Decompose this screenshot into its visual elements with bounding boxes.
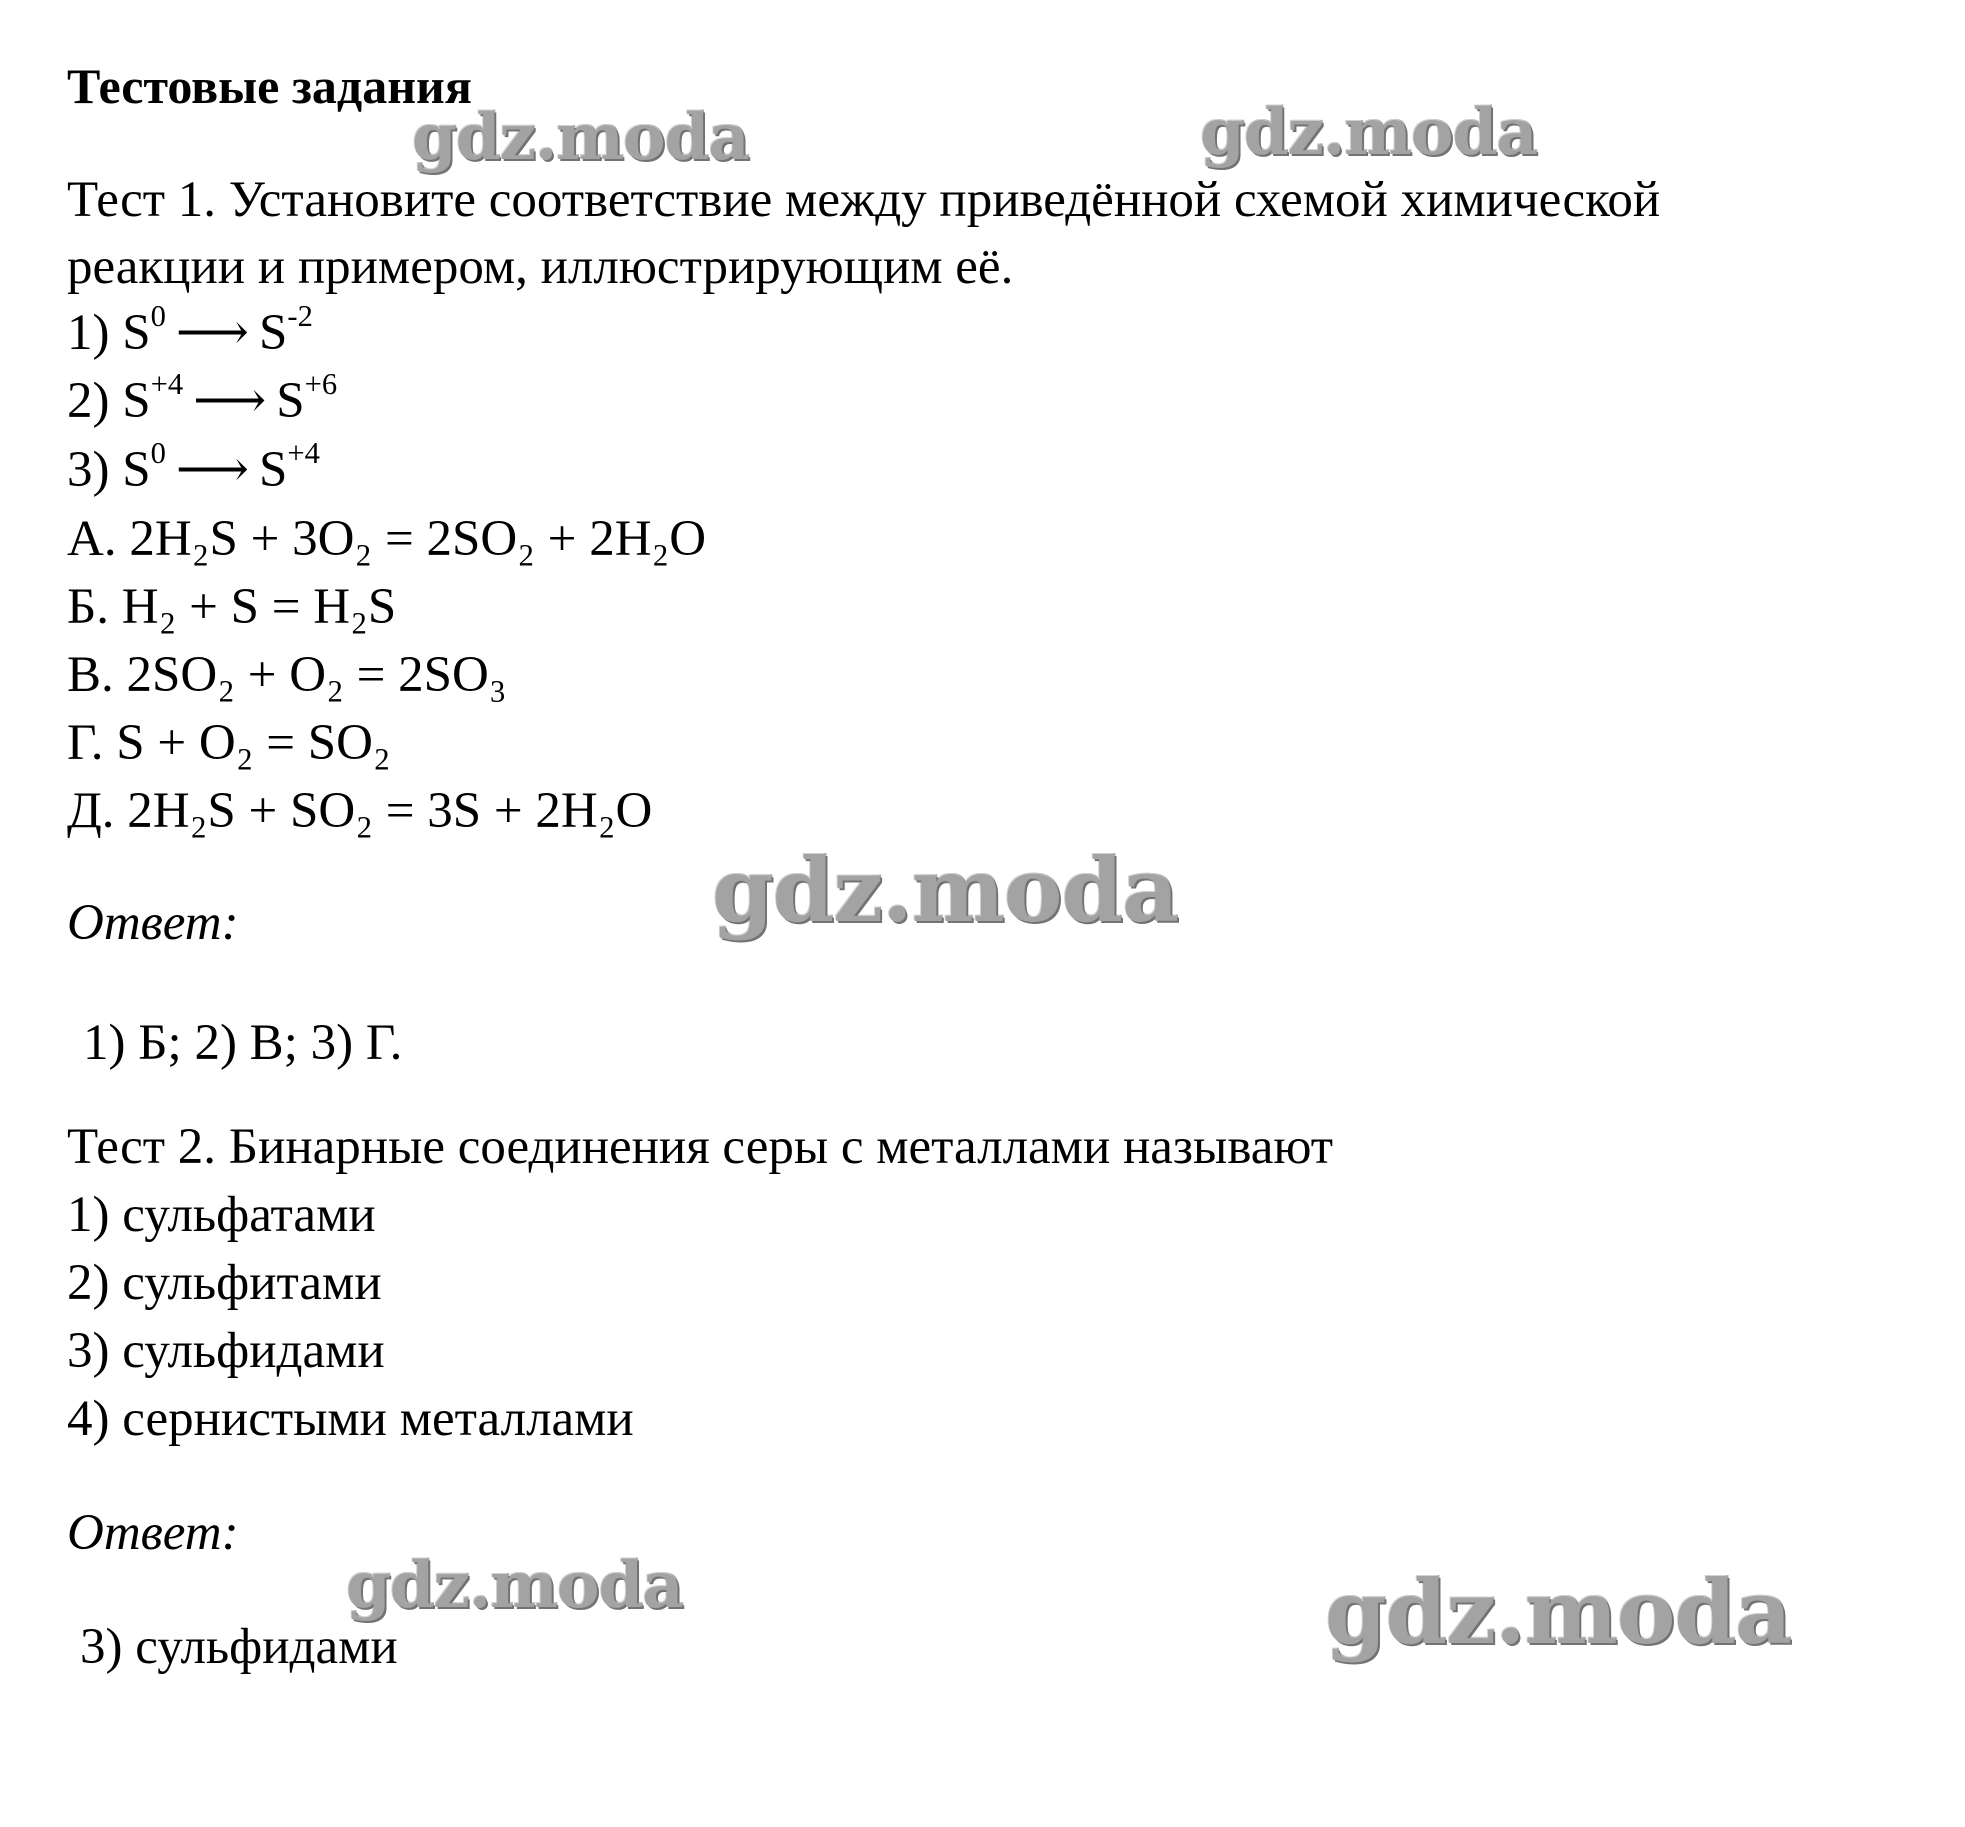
test1-option-a: А. 2H₂S + 3O₂ = 2SO₂ + 2H₂O [67,511,707,567]
section-heading: Тестовые задания [67,58,472,114]
test2-option-3: 3) сульфидами [67,1323,385,1379]
test1-scheme-3: 3) $S^0$ ⟶ $S^{+4}$ [67,436,320,498]
test1-option-g: Г. S + O₂ = SO₂ [67,715,391,771]
test1-answer-label: Ответ: [67,895,239,951]
test2-answer: 3) сульфидами [80,1619,398,1675]
test1-scheme-2: 2) $S^{+4}$ ⟶ $S^{+6}$ [67,367,338,429]
test2-option-2: 2) сульфитами [67,1255,382,1311]
watermark-logo: gdz.moda [346,1548,683,1623]
test1-option-v: В. 2SO₂ + O₂ = 2SO₃ [67,647,507,703]
test2-answer-label: Ответ: [67,1505,239,1561]
test1-answer: 1) Б; 2) В; 3) Г. [83,1015,403,1071]
test2-option-1: 1) сульфатами [67,1187,376,1243]
watermark-logo: gdz.moda [712,838,1179,942]
watermark-logo: gdz.moda [1200,95,1537,170]
test2-option-4: 4) сернистыми металлами [67,1391,634,1447]
watermark-logo: gdz.moda [412,100,749,175]
watermark-logo: gdz.moda [1325,1560,1792,1664]
test1-scheme-1: 1) $S^0$ ⟶ $S^{-2}$ [67,299,313,361]
test1-question-line2: реакции и примером, иллюстрирующим её. [67,239,1014,295]
test1-question-line1: Тест 1. Установите соответствие между приведённой схемой химической [67,172,1661,228]
test2-question: Тест 2. Бинарные соединения серы с металлами называют [67,1119,1334,1175]
test1-option-b: Б. H₂ + S = H₂S [67,579,397,635]
test1-option-d: Д. 2H₂S + SO₂ = 3S + 2H₂O [67,783,653,839]
